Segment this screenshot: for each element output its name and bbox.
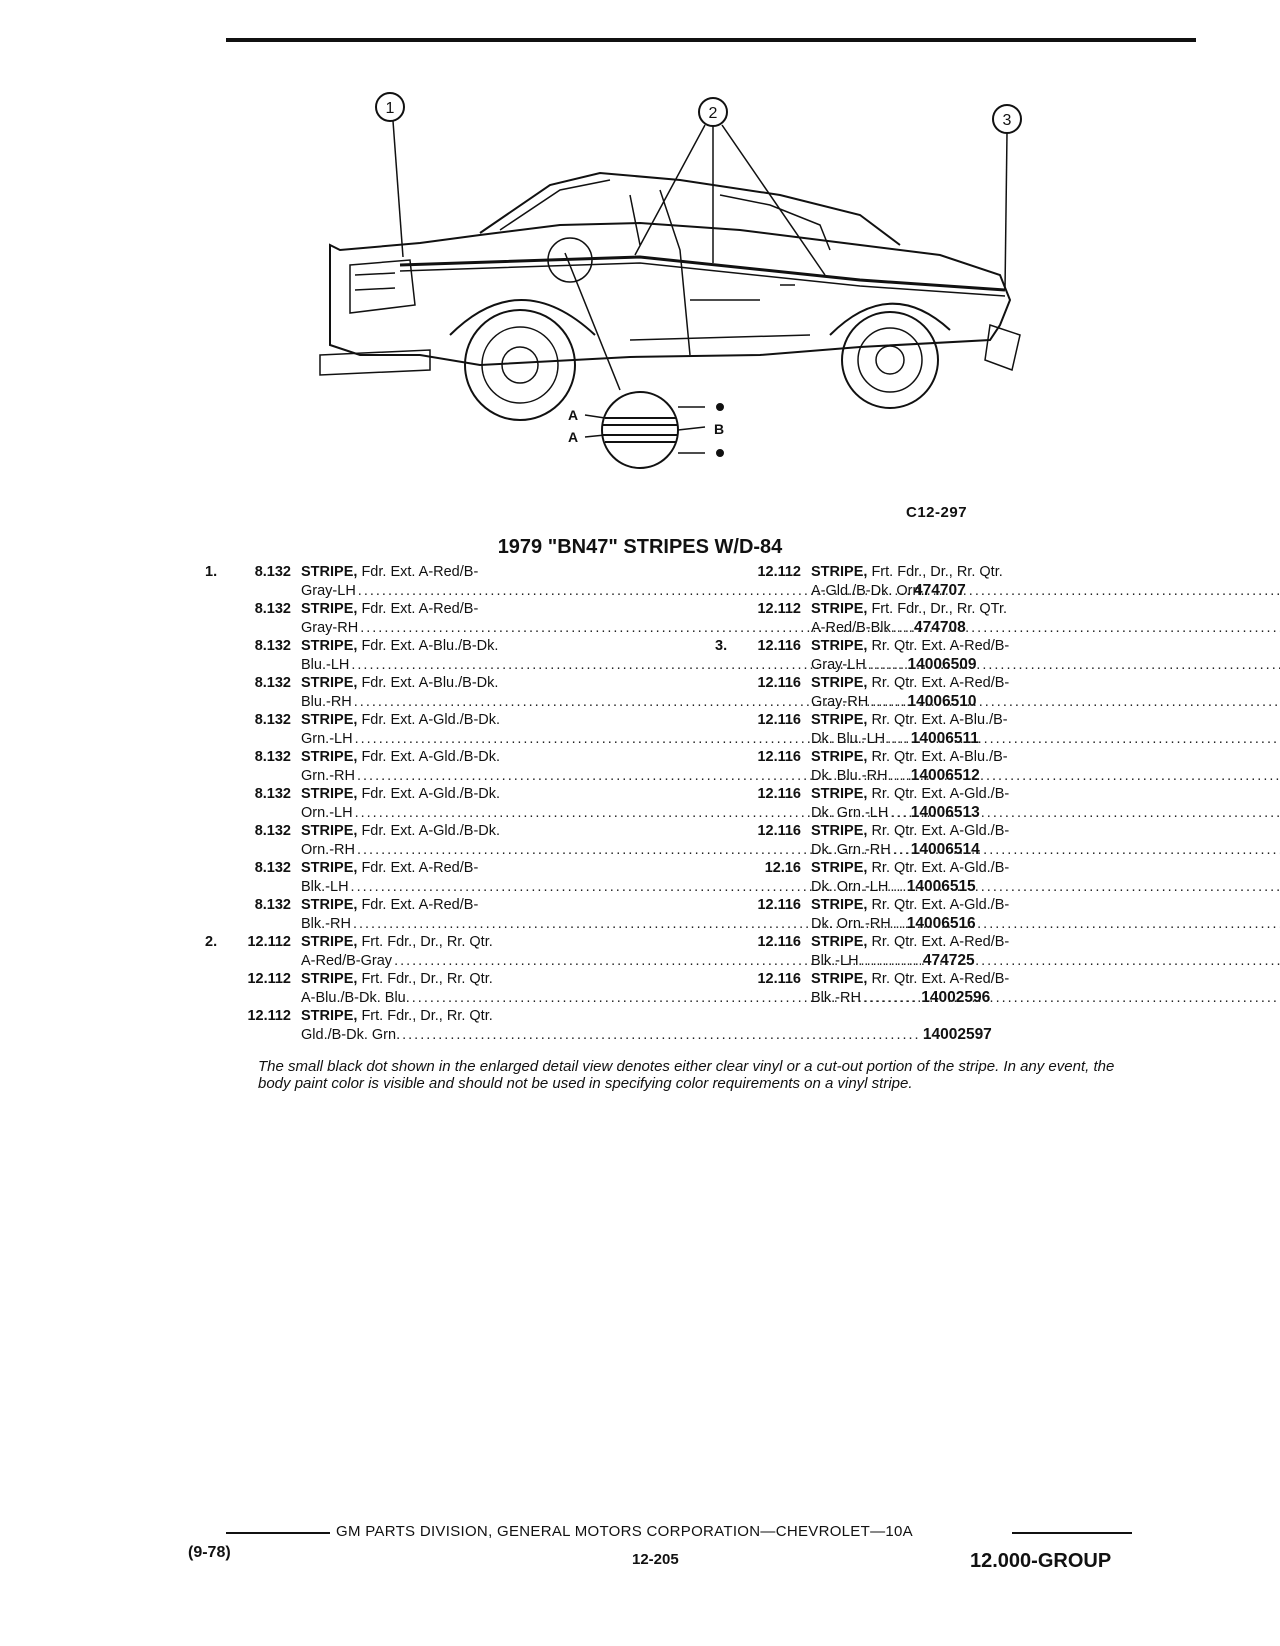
description-line-2: Dk. Grn.-RH <box>811 841 891 858</box>
parts-entry <box>715 600 1185 637</box>
leader-dots <box>863 989 1280 1008</box>
group-number <box>205 1007 235 1044</box>
description-line-1: Fdr. Ext. A-Gld./B-Dk. <box>361 749 501 765</box>
part-name: STRIPE, <box>811 897 868 913</box>
figure-number: 12.116 <box>757 675 801 691</box>
figure-number: 12.116 <box>757 823 801 839</box>
group-number <box>205 970 235 1007</box>
group-number <box>205 674 235 711</box>
description-line-1: Frt. Fdr., Dr., Rr. Qtr. <box>871 564 1003 580</box>
figure-number: 12.116 <box>757 712 801 728</box>
footnote: The small black dot shown in the enlarged detail view denotes either clear vinyl or a cut-out portion of the stripe. In any event, the body paint color is visible and should not be used in specifying color requirements on a vinyl stripe. <box>258 1058 1115 1092</box>
description-line-2: Orn.-LH <box>301 804 353 821</box>
parts-entry <box>715 933 1185 970</box>
entry-description <box>811 563 1280 600</box>
entry-description <box>811 785 1280 822</box>
parts-entry <box>715 859 1185 896</box>
description-line-2: Gray-RH <box>301 619 359 636</box>
group-number <box>205 896 235 933</box>
leader-dots <box>927 582 1280 601</box>
group-number <box>205 711 235 748</box>
part-name: STRIPE, <box>811 712 868 728</box>
part-name: STRIPE, <box>301 823 358 839</box>
description-line-2: Blk.-RH <box>301 915 351 932</box>
figure-number: 8.132 <box>254 712 291 728</box>
part-number: 474708 <box>913 618 966 636</box>
group-number <box>715 563 745 600</box>
figure-number: 8.132 <box>254 786 291 802</box>
callout-2-label: 2 <box>708 105 718 122</box>
leader-dots <box>870 693 1280 712</box>
description-line-1: Fdr. Ext. A-Red/B- <box>361 860 479 876</box>
footer-page-number: 12-205 <box>632 1551 679 1568</box>
part-name: STRIPE, <box>301 564 358 580</box>
description-line-2: Grn.-LH <box>301 730 353 747</box>
figure-number: 12.116 <box>757 971 801 987</box>
description-line-2: Gray-LH <box>301 582 356 599</box>
group-number <box>715 933 745 970</box>
description-line-2: Blk.-LH <box>301 878 349 895</box>
leader-dots <box>861 952 1280 971</box>
figure-number: 12.112 <box>247 934 291 950</box>
figure-number: 12.116 <box>757 786 801 802</box>
figure-number: 8.132 <box>254 675 291 691</box>
group-number <box>205 859 235 896</box>
group-number <box>715 785 745 822</box>
part-name: STRIPE, <box>301 638 358 654</box>
leader-dots <box>402 1026 921 1045</box>
entry-description <box>811 933 1280 970</box>
part-name: STRIPE, <box>301 712 358 728</box>
description-line-1: Fdr. Ext. A-Blu./B-Dk. <box>361 638 499 654</box>
part-number: 14006516 <box>906 914 976 932</box>
description-line-1: Frt. Fdr., Dr., Rr. QTr. <box>871 601 1008 617</box>
leader-dots <box>887 730 1280 749</box>
entry-description <box>811 748 1280 785</box>
figure-number: 8.132 <box>254 897 291 913</box>
description-line-2: Dk. Grn.-LH <box>811 804 889 821</box>
description-line-2: Blk.-RH <box>811 989 861 1006</box>
description-line-1: Frt. Fdr., Dr., Rr. Qtr. <box>361 971 493 987</box>
group-number <box>205 600 235 637</box>
footer-organization: GM PARTS DIVISION, GENERAL MOTORS CORPORATION—CHEVROLET—10A <box>336 1523 913 1540</box>
description-line-1: Rr. Qtr. Ext. A-Blu./B- <box>871 712 1008 728</box>
description-line-1: Frt. Fdr., Dr., Rr. Qtr. <box>361 1008 493 1024</box>
parts-entry <box>715 896 1185 933</box>
part-name: STRIPE, <box>301 934 358 950</box>
description-line-1: Rr. Qtr. Ext. A-Red/B- <box>871 971 1010 987</box>
description-line-2: Grn.-RH <box>301 767 355 784</box>
description-line-2: Gray-RH <box>811 693 869 710</box>
entry-description <box>811 711 1280 748</box>
part-name: STRIPE, <box>301 786 358 802</box>
figure-number: 12.116 <box>757 638 801 654</box>
parts-entry <box>715 785 1185 822</box>
part-number: 14006512 <box>910 766 980 784</box>
figure-number: 8.132 <box>254 601 291 617</box>
leader-dots <box>868 656 1280 675</box>
leader-dots <box>893 915 1280 934</box>
parts-entry <box>715 674 1185 711</box>
entry-description <box>811 600 1280 637</box>
leader-dots <box>893 619 1280 638</box>
part-number: 474725 <box>922 951 975 969</box>
figure-number: 8.132 <box>254 749 291 765</box>
description-line-2: A-Blu./B-Dk. Blu. <box>301 989 410 1006</box>
description-line-1: Fdr. Ext. A-Gld./B-Dk. <box>361 786 501 802</box>
parts-list-right <box>715 563 1185 1007</box>
description-line-2: Gld./B-Dk. Grn. <box>301 1026 401 1043</box>
group-number <box>715 711 745 748</box>
description-line-1: Fdr. Ext. A-Gld./B-Dk. <box>361 712 501 728</box>
group-number <box>715 600 745 637</box>
part-number: 474707 <box>913 581 966 599</box>
description-line-1: Rr. Qtr. Ext. A-Gld./B- <box>871 786 1010 802</box>
description-line-1: Fdr. Ext. A-Red/B- <box>361 601 479 617</box>
footer-date: (9-78) <box>188 1544 231 1561</box>
leader-dots <box>890 804 1280 823</box>
entry-description <box>811 674 1280 711</box>
part-name: STRIPE, <box>811 601 868 617</box>
description-line-1: Frt. Fdr., Dr., Rr. Qtr. <box>361 934 493 950</box>
figure-number: 12.112 <box>757 601 801 617</box>
part-name: STRIPE, <box>811 564 868 580</box>
footer-rule-right <box>1012 1532 1132 1534</box>
parts-entry <box>715 563 1185 600</box>
car-stripe-diagram <box>300 85 1200 505</box>
group-number <box>715 970 745 1007</box>
group-number <box>205 748 235 785</box>
figure-number: 8.132 <box>254 564 291 580</box>
description-line-2: Dk. Orn.-RH <box>811 915 891 932</box>
callout-1-label: 1 <box>385 100 395 117</box>
description-line-1: Fdr. Ext. A-Red/B- <box>361 897 479 913</box>
part-number: 14002596 <box>921 988 991 1006</box>
description-line-1: Fdr. Ext. A-Red/B- <box>361 564 479 580</box>
group-number: 1. <box>205 564 218 580</box>
group-number <box>205 822 235 859</box>
description-line-2: Blu.-LH <box>301 656 350 673</box>
description-line-1: Rr. Qtr. Ext. A-Gld./B- <box>871 860 1010 876</box>
part-name: STRIPE, <box>301 601 358 617</box>
part-name: STRIPE, <box>301 749 358 765</box>
entry-description <box>811 896 1280 933</box>
group-number <box>205 637 235 674</box>
description-line-1: Rr. Qtr. Ext. A-Red/B- <box>871 638 1010 654</box>
part-name: STRIPE, <box>811 786 868 802</box>
detail-label-a-2: A <box>568 429 579 445</box>
part-name: STRIPE, <box>811 823 868 839</box>
part-number: 14006510 <box>907 692 977 710</box>
entry-description <box>811 637 1280 674</box>
part-name: STRIPE, <box>301 675 358 691</box>
figure-number: 8.132 <box>254 823 291 839</box>
group-number <box>715 822 745 859</box>
description-line-2: Dk. Blu.-RH <box>811 767 888 784</box>
figure-number: 12.116 <box>757 934 801 950</box>
top-rule <box>226 38 1196 42</box>
figure-number: 12.116 <box>757 897 801 913</box>
leader-dots <box>890 767 1280 786</box>
description-line-1: Fdr. Ext. A-Blu./B-Dk. <box>361 675 499 691</box>
description-line-1: Rr. Qtr. Ext. A-Gld./B- <box>871 897 1010 913</box>
entry-description <box>811 822 1280 859</box>
detail-label-a-1: A <box>568 407 579 423</box>
part-name: STRIPE, <box>301 897 358 913</box>
part-number: 14006511 <box>910 729 979 747</box>
part-name: STRIPE, <box>811 860 868 876</box>
part-name: STRIPE, <box>811 934 868 950</box>
parts-entry <box>715 970 1185 1007</box>
description-line-1: Rr. Qtr. Ext. A-Red/B- <box>871 934 1010 950</box>
group-number <box>205 785 235 822</box>
part-name: STRIPE, <box>811 638 868 654</box>
part-number: 14002597 <box>922 1025 992 1043</box>
entry-description <box>811 970 1280 1007</box>
group-number <box>715 748 745 785</box>
figure-number: 12.112 <box>247 971 291 987</box>
callout-3-label: 3 <box>1002 112 1012 129</box>
parts-entry <box>205 1007 992 1044</box>
group-number <box>715 859 745 896</box>
description-line-1: Rr. Qtr. Ext. A-Red/B- <box>871 675 1010 691</box>
description-line-2: A-Red/B-Blk <box>811 619 891 636</box>
group-number: 3. <box>715 638 728 654</box>
description-line-2: Blu.-RH <box>301 693 352 710</box>
entry-description <box>301 1007 992 1044</box>
description-line-2: Blk.-LH <box>811 952 859 969</box>
part-name: STRIPE, <box>811 971 868 987</box>
figure-code: C12-297 <box>906 504 968 521</box>
parts-entry <box>715 822 1185 859</box>
parts-entry <box>715 637 1185 674</box>
figure-number: 12.16 <box>764 860 801 876</box>
entry-description <box>811 859 1280 896</box>
footer-group: 12.000-GROUP <box>970 1550 1112 1572</box>
description-line-2: A-Gld./B-Dk. Orn. <box>811 582 925 599</box>
part-name: STRIPE, <box>811 675 868 691</box>
part-number: 14006515 <box>906 877 976 895</box>
part-number: 14006509 <box>907 655 977 673</box>
parts-entry <box>715 748 1185 785</box>
group-number: 2. <box>205 934 218 950</box>
figure-number: 12.112 <box>757 564 801 580</box>
detail-label-b: B <box>714 421 725 437</box>
group-number <box>715 896 745 933</box>
group-number <box>715 674 745 711</box>
description-line-2: Dk. Blu.-LH <box>811 730 886 747</box>
part-name: STRIPE, <box>301 1008 358 1024</box>
part-number: 14006514 <box>910 840 980 858</box>
figure-number: 12.112 <box>247 1008 291 1024</box>
leader-dots <box>893 841 1280 860</box>
figure-number: 8.132 <box>254 860 291 876</box>
figure-number: 12.116 <box>757 749 801 765</box>
description-line-1: Rr. Qtr. Ext. A-Blu./B- <box>871 749 1008 765</box>
leader-dots <box>890 878 1280 897</box>
description-line-1: Rr. Qtr. Ext. A-Gld./B- <box>871 823 1010 839</box>
description-line-2: A-Red/B-Gray <box>301 952 393 969</box>
figure-number: 8.132 <box>254 638 291 654</box>
part-name: STRIPE, <box>811 749 868 765</box>
footer-rule-left <box>226 1532 330 1534</box>
description-line-1: Fdr. Ext. A-Gld./B-Dk. <box>361 823 501 839</box>
description-line-2: Dk. Orn.-LH <box>811 878 889 895</box>
part-number: 14006513 <box>910 803 980 821</box>
part-name: STRIPE, <box>301 971 358 987</box>
description-line-2: Orn.-RH <box>301 841 355 858</box>
part-name: STRIPE, <box>301 860 358 876</box>
parts-entry <box>715 711 1185 748</box>
page-title: 1979 "BN47" STRIPES W/D-84 <box>497 536 783 558</box>
description-line-2: Gray-LH <box>811 656 866 673</box>
